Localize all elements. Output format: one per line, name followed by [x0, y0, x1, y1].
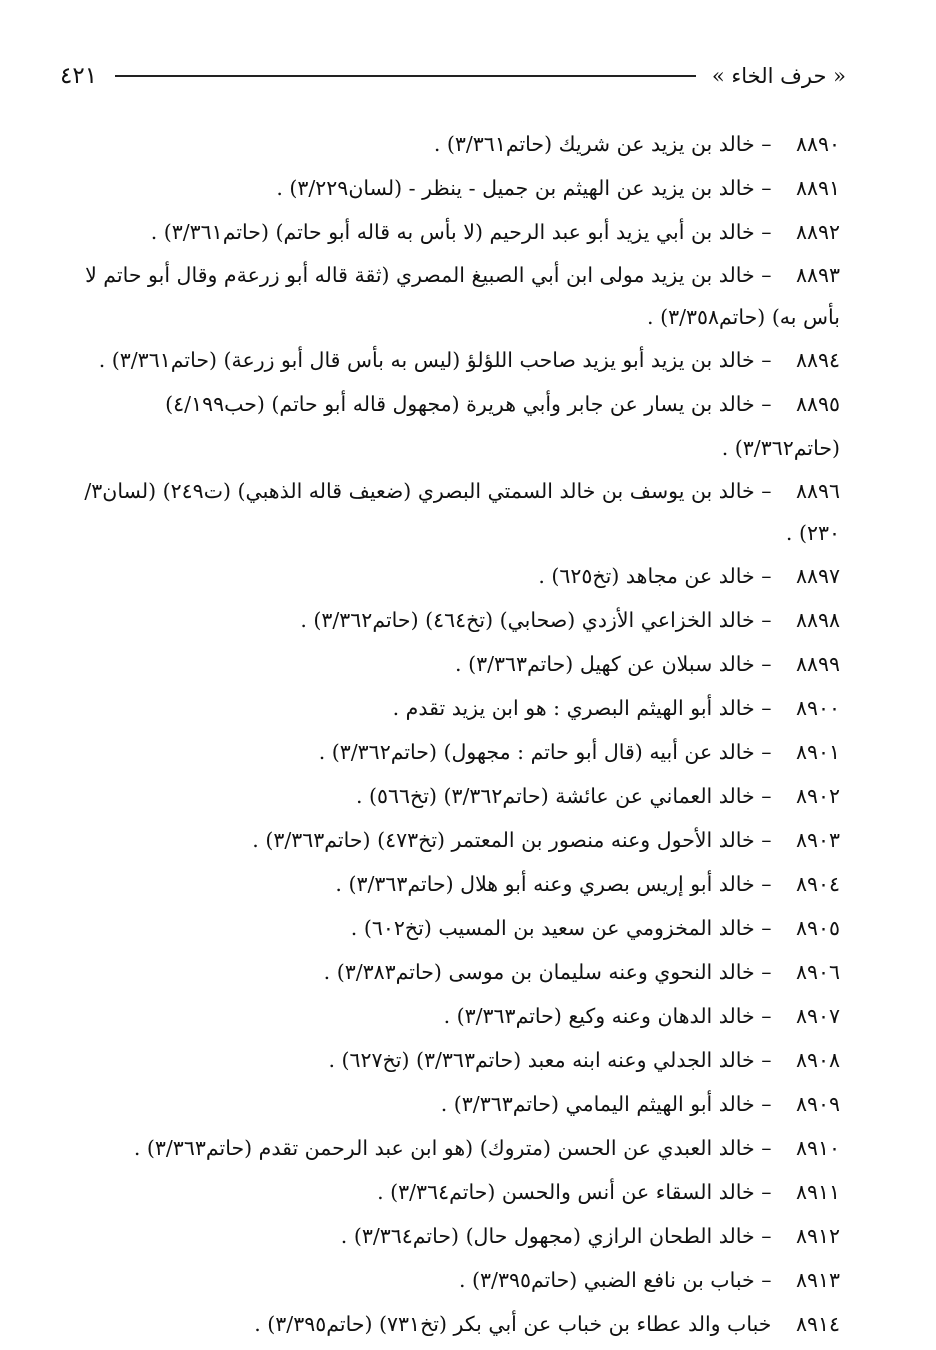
entry-number: ٨٨٩٦ — [795, 479, 840, 503]
entry-number: ٨٨٩٠ — [795, 132, 840, 156]
entry-number: ٨٩٠٤ — [795, 872, 840, 896]
entry-number: ٨٩١٠ — [795, 1136, 840, 1160]
entry-number: ٨٩١٣ — [795, 1268, 840, 1292]
list-item — [70, 862, 840, 906]
list-item — [70, 122, 840, 166]
chapter-title: « حرف الخاء » — [711, 64, 846, 88]
entry-text: – خالد المخزومي عن سعيد بن المسيب (تخ٦٠٢) . — [350, 916, 772, 940]
list-item — [70, 642, 840, 686]
list-item — [70, 166, 840, 210]
entry-text: – خالد الجدلي وعنه ابنه معبد (حاتم٣/٣٦٣) (تخ٦٢٧) . — [328, 1048, 772, 1072]
entry-text: خباب والد عطاء بن خباب عن أبي بكر (تخ٧٣١) (حاتم٣/٣٩٥) . — [254, 1312, 772, 1336]
entry-number: ٨٩٠٨ — [795, 1048, 840, 1072]
page-number: ٤٢١ — [60, 63, 98, 89]
entry-text: – خباب بن نافع الضبي (حاتم٣/٣٩٥) . — [459, 1268, 772, 1292]
entry-text: – خالد العماني عن عائشة (حاتم٣/٣٦٢) (تخ٥٦٦) . — [355, 784, 772, 808]
entry-number: ٨٨٩٤ — [795, 348, 840, 372]
entry-number: ٨٩٠٦ — [795, 960, 840, 984]
entry-number: ٨٨٩٣ — [795, 263, 840, 287]
entry-number: ٨٨٩٨ — [795, 608, 840, 632]
entry-text: – خالد بن يوسف بن خالد السمتي البصري (ضعيف قاله الذهبي) (ت٢٤٩) (لسان٣/ ٢٣٠) . — [84, 479, 840, 545]
entry-number: ٨٩١٢ — [795, 1224, 840, 1248]
entry-number: ٨٨٩٩ — [795, 652, 840, 676]
list-item — [70, 554, 840, 598]
entry-number: ٨٩٠٧ — [795, 1004, 840, 1028]
entry-text: – خالد عن مجاهد (تخ٦٢٥) . — [538, 564, 772, 588]
header-rule — [115, 75, 696, 77]
entry-text: – خالد بن يزيد مولى ابن أبي الصبيغ المصري (ثقة قاله أبو زرعةم وقال أبو حاتم لا بأس به) (حاتم٣/٣٥٨) . — [85, 263, 840, 329]
list-item — [70, 774, 840, 818]
entry-text: – خالد العبدي عن الحسن (متروك) (هو ابن عبد الرحمن تقدم (حاتم٣/٣٦٣) . — [133, 1136, 772, 1160]
list-item — [70, 906, 840, 950]
entry-number: ٨٨٩٢ — [795, 220, 840, 244]
entry-text: – خالد أبو الهيثم البصري : هو ابن يزيد تقدم . — [392, 696, 772, 720]
entry-number: ٨٩٠٠ — [795, 696, 840, 720]
entry-text: – خالد النحوي وعنه سليمان بن موسى (حاتم٣/٣٨٣) . — [323, 960, 772, 984]
entry-text: – خالد الخزاعي الأزدي (صحابي) (تخ٤٦٤) (حاتم٣/٣٦٢) . — [300, 608, 772, 632]
list-item — [70, 1082, 840, 1126]
list-item — [70, 686, 840, 730]
entry-text: – خالد الدهان وعنه وكيع (حاتم٣/٣٦٣) . — [443, 1004, 772, 1028]
list-item — [70, 338, 840, 382]
list-item — [70, 818, 840, 862]
entry-text: – خالد بن يزيد عن الهيثم بن جميل - ينظر - (لسان٣/٢٢٩) . — [276, 176, 772, 200]
list-item — [70, 1170, 840, 1214]
list-item — [70, 1302, 840, 1346]
entry-text: – خالد أبو الهيثم اليمامي (حاتم٣/٣٦٣) . — [440, 1092, 772, 1116]
list-item — [70, 1038, 840, 1082]
entry-number: ٨٨٩١ — [795, 176, 840, 200]
list-item — [70, 382, 840, 470]
entry-number: ٨٩٠٩ — [795, 1092, 840, 1116]
entry-number: ٨٩١٤ — [795, 1312, 840, 1336]
entry-text: – خالد الطحان الرازي (مجهول حال) (حاتم٣/٣٦٤) . — [340, 1224, 772, 1248]
list-item — [70, 598, 840, 642]
entry-text: – خالد بن أبي يزيد أبو عبد الرحيم (لا بأس به قاله أبو حاتم) (حاتم٣/٣٦١) . — [150, 220, 772, 244]
entry-text: – خالد بن يزيد أبو يزيد صاحب اللؤلؤ (ليس به بأس قال أبو زرعة) (حاتم٣/٣٦١) . — [98, 348, 772, 372]
entry-number: ٨٩٠٥ — [795, 916, 840, 940]
list-item — [70, 730, 840, 774]
entry-text: – خالد الأحول وعنه منصور بن المعتمر (تخ٤٧٣) (حاتم٣/٣٦٣) . — [252, 828, 772, 852]
entry-text: – خالد أبو إريس بصري وعنه أبو هلال (حاتم٣/٣٦٣) . — [335, 872, 772, 896]
list-item — [70, 470, 840, 554]
entry-text: – خالد السقاء عن أنس والحسن (حاتم٣/٣٦٤) . — [377, 1180, 772, 1204]
list-item — [70, 210, 840, 254]
entry-text: – خالد بن يسار عن جابر وأبي هريرة (مجهول قاله أبو حاتم) (حب٤/١٩٩) (حاتم٣/٣٦٢) . — [165, 392, 840, 460]
entry-number: ٨٩٠٢ — [795, 784, 840, 808]
entry-list — [70, 122, 840, 1346]
entry-number: ٨٩٠٣ — [795, 828, 840, 852]
entry-number: ٨٩١١ — [795, 1180, 840, 1204]
list-item — [70, 950, 840, 994]
list-item — [70, 254, 840, 338]
list-item — [70, 1126, 840, 1170]
list-item — [70, 1258, 840, 1302]
list-item — [70, 994, 840, 1038]
entry-text: – خالد سبلان عن كهيل (حاتم٣/٣٦٣) . — [455, 652, 772, 676]
list-item — [70, 1214, 840, 1258]
entry-number: ٨٩٠١ — [795, 740, 840, 764]
entry-text: – خالد عن أبيه (قال أبو حاتم : مجهول) (حاتم٣/٣٦٢) . — [318, 740, 772, 764]
entry-text: – خالد بن يزيد عن شريك (حاتم٣/٣٦١) . — [433, 132, 772, 156]
entry-number: ٨٨٩٧ — [795, 564, 840, 588]
entry-number: ٨٨٩٥ — [795, 392, 840, 416]
running-header — [60, 56, 846, 96]
